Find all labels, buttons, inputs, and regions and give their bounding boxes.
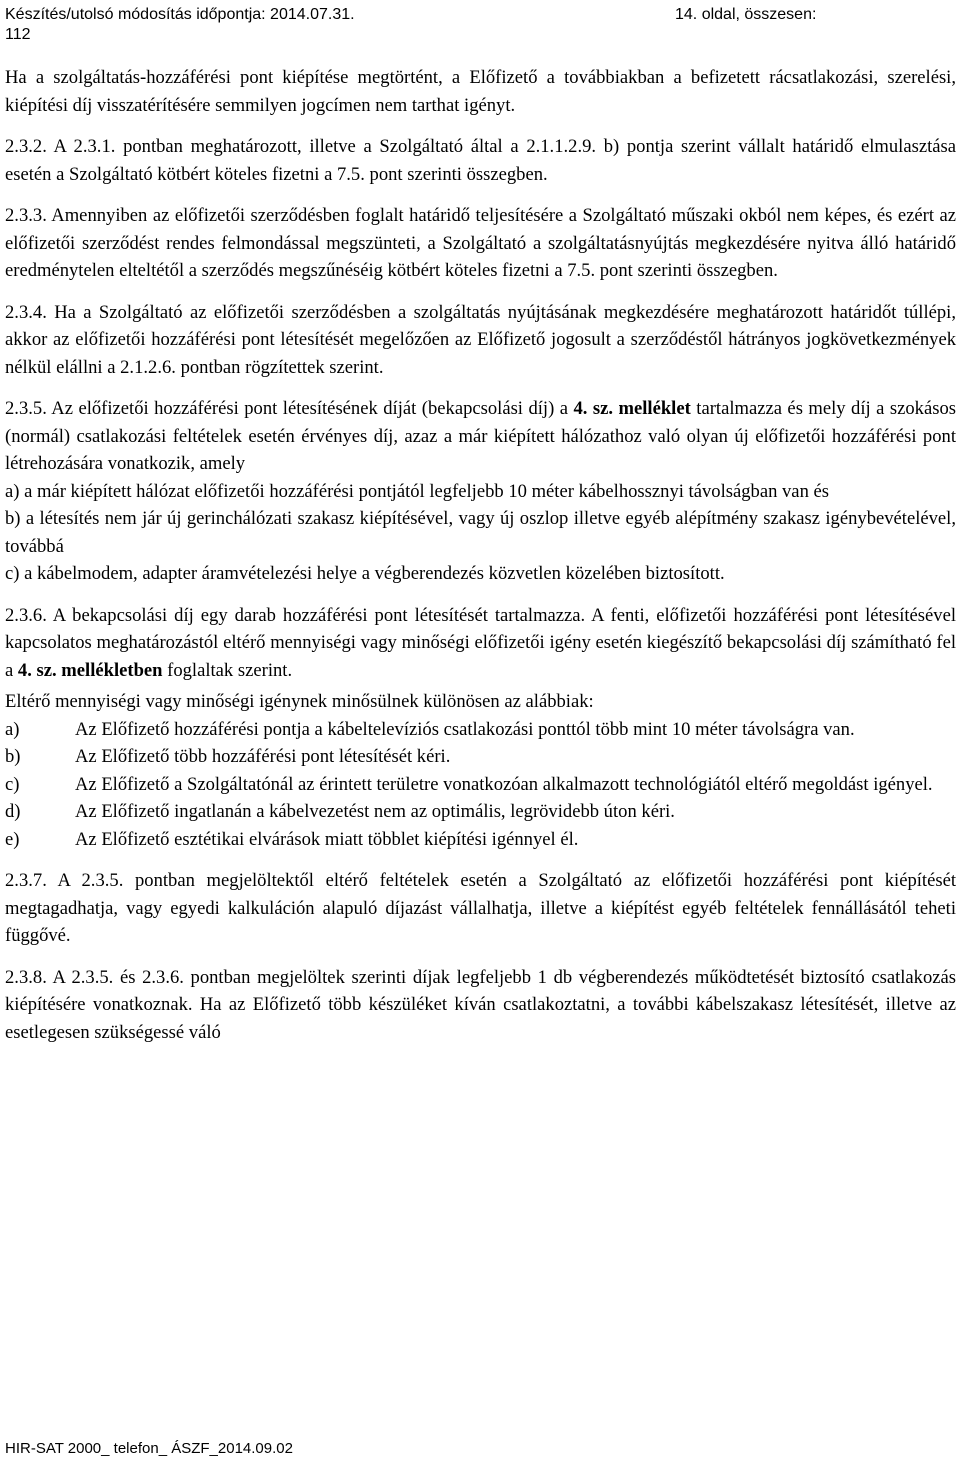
header-page-number: 14. oldal, összesen: [675, 6, 817, 23]
condition-c: c) a kábelmodem, adapter áramvételezési helye a végberendezés közvetlen közelében biztosított. [5, 563, 725, 584]
list-item [5, 826, 956, 854]
annex-reference: 4. sz. mellékletben [17, 659, 163, 681]
paragraph-2-3-5 [5, 395, 956, 478]
paragraph-2-3-2: 2.3.2. A 2.3.1. pontban meghatározott, illetve a Szolgáltató által a 2.1.1.2.9. b) pontja szerint vállalt határidő elmulasztása esetén a Szolgáltató kötbért köteles fizetni a 7.5. pont szerinti összegben. [5, 136, 956, 185]
paragraph-2-3-5-start: 2.3.5. Az előfizetői hozzáférési pont létesítésének díját (bekapcsolási díj) a [5, 398, 574, 419]
list-text: Az Előfizető ingatlanán a kábelvezetést nem az optimális, legrövidebb úton kéri. [75, 801, 675, 822]
list-marker: c) [5, 773, 20, 795]
list-item [5, 743, 956, 771]
annex-reference: 4. sz. melléklet [573, 398, 691, 419]
list-item [5, 771, 956, 799]
paragraph-2-3-3: 2.3.3. Amennyiben az előfizetői szerződésben foglalt határidő teljesítésére a Szolgáltató műszaki okból nem képes, és ezért az előfizetői szerződést rendes felmondással megszünteti, a Szolgáltató a szolgáltatásnyújtás megkezdésére nyitva álló határidő eredménytelen elteltétől a szerződés megszűnéséig kötbért köteles fizetni a 7.5. pont szerinti összegben. [5, 205, 956, 281]
list-text: Az Előfizető esztétikai elvárások miatt többlet kiépítési igénnyel él. [75, 828, 579, 850]
list-marker: a) [5, 718, 20, 740]
paragraph-2-3-6-end: foglaltak szerint. [162, 659, 293, 681]
paragraph-2-3-4: 2.3.4. Ha a Szolgáltató az előfizetői szerződésben a szolgáltatás nyújtásának megkezdésére meghatározott határidőt túllépi, akkor az előfizetői hozzáférési pont létesítését megelőzően az Előfizető jogosult a szerződéstől hátrányos jogkövetkezmények nélkül elállni a 2.1.2.6. pontban rögzítettek szerint. [5, 301, 956, 378]
paragraph-2-3-6 [5, 602, 956, 685]
list-marker: d) [5, 801, 21, 822]
document-body [5, 64, 956, 1046]
header-page-total: 112 [5, 26, 31, 43]
page-footer: HIR-SAT 2000_ telefon_ ÁSZF_2014.09.02 [5, 1440, 293, 1457]
list-item [5, 716, 956, 744]
list-text: Az Előfizető hozzáférési pontja a kábeltelevíziós csatlakozási ponttól több mint 10 méter távolságra van. [75, 718, 855, 740]
condition-a: a) a már kiépített hálózat előfizetői hozzáférési pontjától legfeljebb 10 méter kábelhossznyi távolságban van és [5, 480, 829, 502]
list-intro: Eltérő mennyiségi vagy minőségi igénynek minősülnek különösen az alábbiak: [5, 691, 594, 712]
list-text: Az Előfizető a Szolgáltatónál az érintett területre vonatkozóan alkalmazott technológiától eltérő megoldást igényel. [75, 773, 933, 795]
list-marker: e) [5, 828, 20, 850]
list-text: Az Előfizető több hozzáférési pont létesítését kéri. [75, 746, 451, 767]
header-date: Készítés/utolsó módosítás időpontja: 2014.07.31. [5, 6, 355, 23]
paragraph-2-3-7: 2.3.7. A 2.3.5. pontban megjelöltektől eltérő feltételek esetén a Szolgáltató az előfizetői hozzáférési pont kiépítését megtagadhatja, vagy egyedi kalkuláción alapuló díjazást vállalhatja, illetve a kiépítést egyéb feltételek fennállásától teheti függővé. [5, 870, 956, 946]
deviation-list [5, 716, 956, 854]
paragraph-2-3-8: 2.3.8. A 2.3.5. és 2.3.6. pontban megjelöltek szerinti díjak legfeljebb 1 db végberendezés működtetését biztosító csatlakozás kiépítésére vonatkoznak. Ha az Előfizető több készüléket kíván csatlakoztatni, a további kábelszakasz létesítését, illetve az esetlegesen szükségessé váló [5, 966, 956, 1043]
paragraph-2-3-6-start: 2.3.6. A bekapcsolási díj egy darab hozzáférési pont létesítését tartalmazza. A fenti, előfizetői hozzáférési pont létesítésével kapcsolatos meghatározástól eltérő mennyiségi vagy minőségi előfizetői igény esetén kiegészítő bekapcsolási díj számítható fel a [5, 604, 956, 681]
paragraph-2-3-5-rest: tartalmazza és mely díj a szokásos (normál) csatlakozási feltételek esetén érvényes díj, azaz a már kiépített hálózathoz való olyan új előfizetői hozzáférési pont létrehozására vonatkozik, amely [5, 398, 956, 474]
condition-b: b) a létesítés nem jár új gerinchálózati szakasz kiépítésével, vagy új oszlop illetve egyéb alépítmény szakasz igénybevételével, továbbá [5, 508, 956, 557]
list-item [5, 798, 956, 826]
paragraph-intro: Ha a szolgáltatás-hozzáférési pont kiépítése megtörtént, a Előfizető a továbbiakban a befizetett rácsatlakozási, szerelési, kiépítési díj visszatérítésére semmilyen jogcímen nem tarthat igényt. [5, 67, 956, 116]
list-marker: b) [5, 746, 21, 767]
